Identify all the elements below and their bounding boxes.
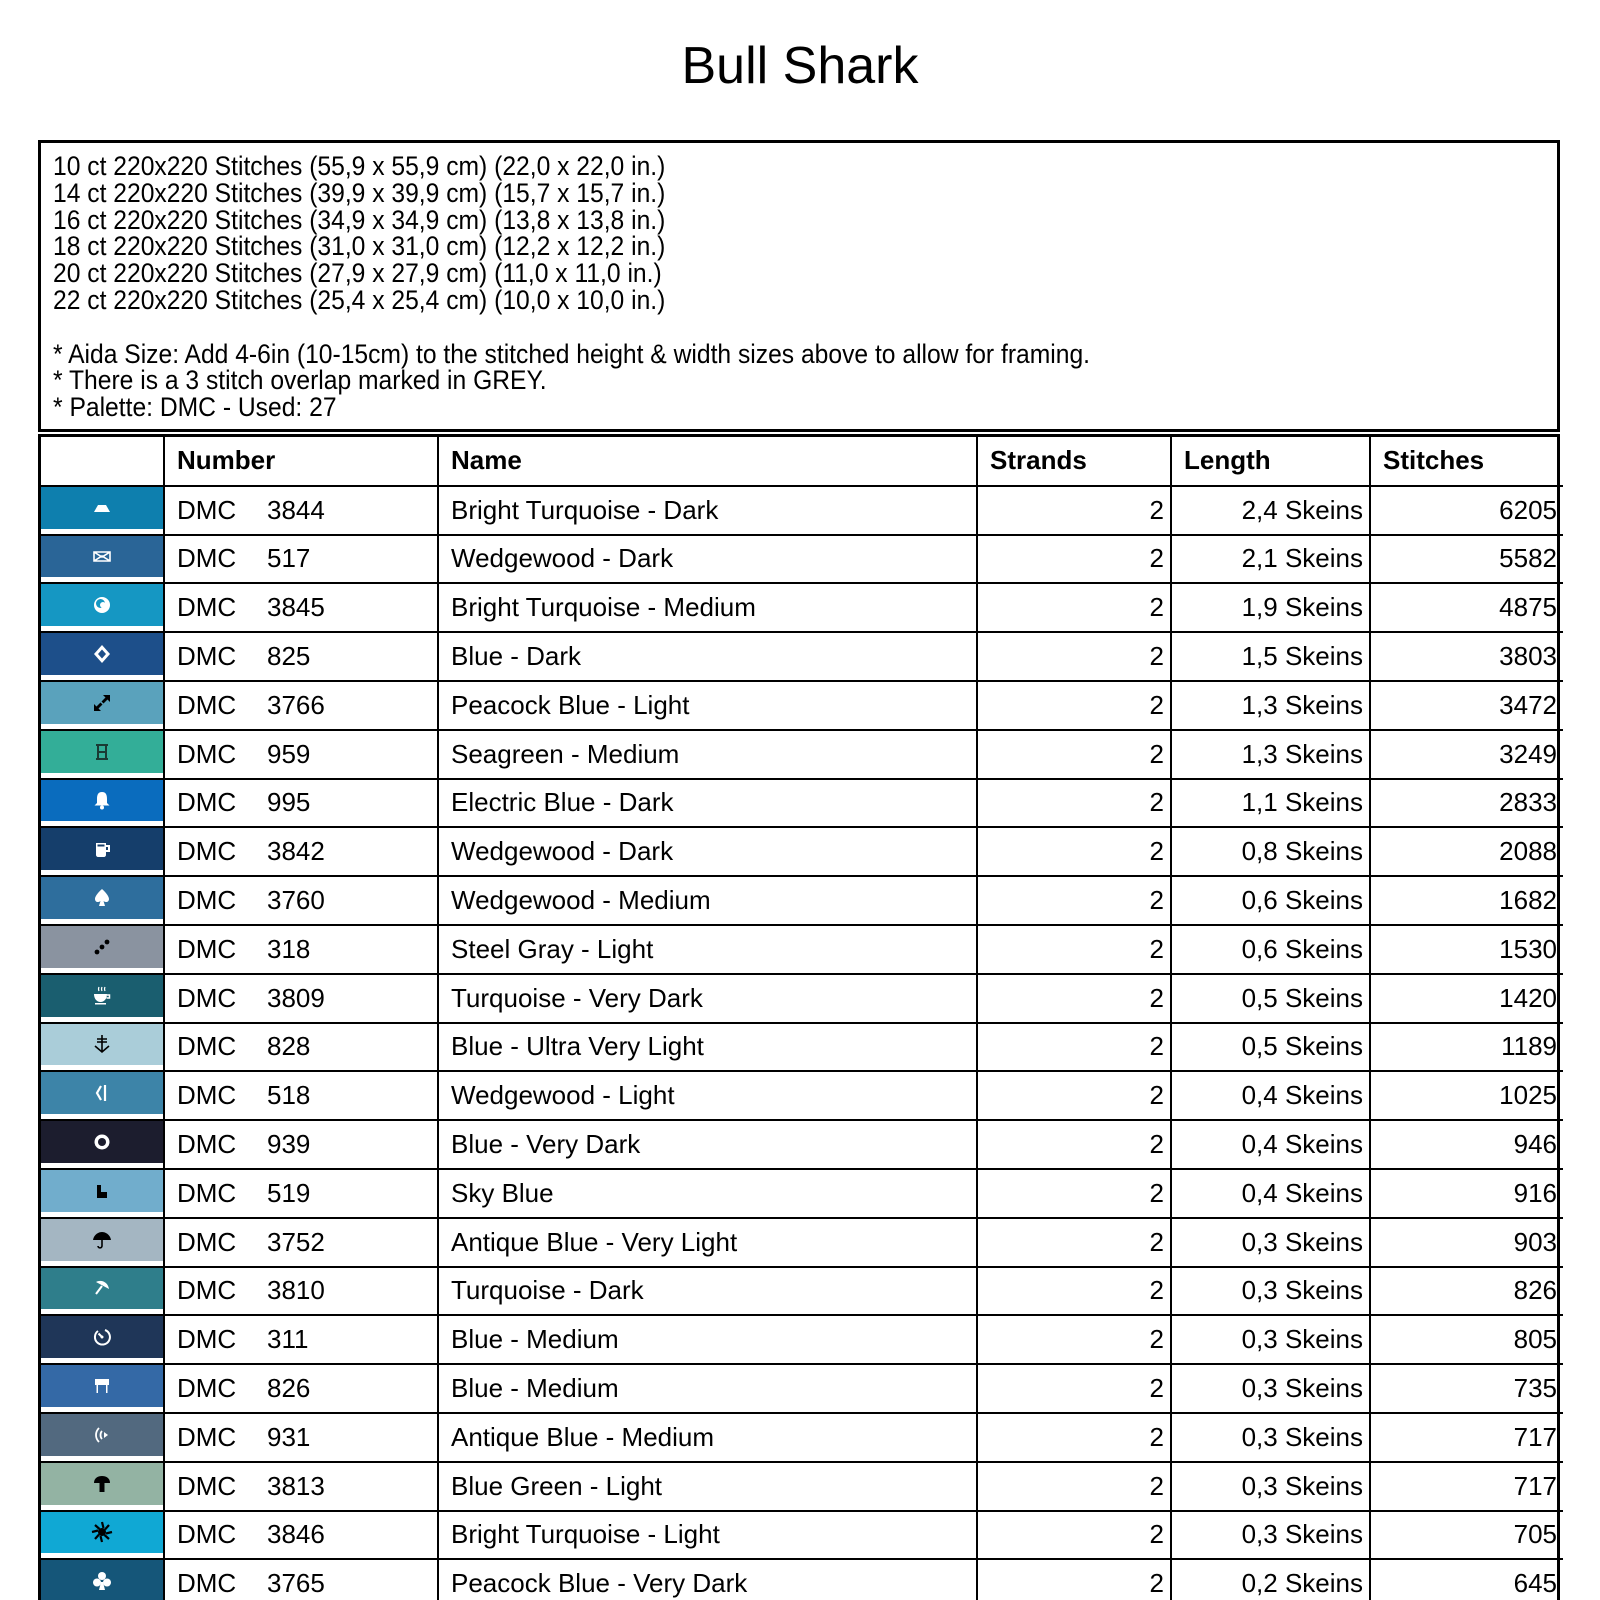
brand-label: DMC xyxy=(177,494,237,525)
color-swatch-cell xyxy=(41,1071,164,1120)
color-swatch-cell xyxy=(41,486,164,535)
number-cell xyxy=(164,1218,438,1267)
header-name: Name xyxy=(438,437,977,486)
floss-code: 959 xyxy=(267,738,311,769)
swatch-strip xyxy=(41,626,163,631)
color-name: Steel Gray - Light xyxy=(438,925,977,974)
table-row xyxy=(41,1413,1563,1462)
brand-label: DMC xyxy=(177,787,237,818)
stitches-value: 916 xyxy=(1370,1169,1563,1218)
length-value: 0,3 Skeins xyxy=(1171,1364,1370,1413)
strands-value: 2 xyxy=(977,1267,1171,1316)
ring-icon xyxy=(91,1131,113,1153)
swatch-strip xyxy=(41,1163,163,1168)
brand-label: DMC xyxy=(177,1421,237,1452)
stitches-value: 1530 xyxy=(1370,925,1563,974)
stitches-value: 3472 xyxy=(1370,681,1563,730)
floss-code: 3752 xyxy=(267,1226,325,1257)
number-cell xyxy=(164,1071,438,1120)
brand-label: DMC xyxy=(177,836,237,867)
color-name: Turquoise - Very Dark xyxy=(438,974,977,1023)
brand-label: DMC xyxy=(177,933,237,964)
mug-icon xyxy=(91,838,113,860)
color-swatch xyxy=(41,1268,163,1310)
length-value: 2,1 Skeins xyxy=(1171,535,1370,584)
swatch-strip xyxy=(41,919,163,924)
floss-code: 311 xyxy=(267,1324,309,1355)
color-name: Electric Blue - Dark xyxy=(438,779,977,828)
strands-value: 2 xyxy=(977,1120,1171,1169)
info-box xyxy=(38,140,1560,432)
stitches-value: 903 xyxy=(1370,1218,1563,1267)
table-row xyxy=(41,1511,1563,1560)
timer-icon xyxy=(91,1326,113,1348)
color-swatch-cell xyxy=(41,1267,164,1316)
floss-table xyxy=(41,437,1563,1600)
color-name: Wedgewood - Dark xyxy=(438,827,977,876)
color-swatch xyxy=(41,584,163,626)
color-swatch-cell xyxy=(41,779,164,828)
length-value: 0,2 Skeins xyxy=(1171,1559,1370,1600)
swatch-strip xyxy=(41,1212,163,1217)
number-cell xyxy=(164,1559,438,1600)
brand-label: DMC xyxy=(177,1519,237,1550)
table-row xyxy=(41,486,1563,535)
floss-code: 931 xyxy=(267,1421,311,1452)
anchor-icon xyxy=(91,1033,113,1055)
strands-value: 2 xyxy=(977,974,1171,1023)
number-cell xyxy=(164,1413,438,1462)
strands-value: 2 xyxy=(977,486,1171,535)
color-swatch xyxy=(41,1170,163,1212)
table-row xyxy=(41,1071,1563,1120)
strands-value: 2 xyxy=(977,583,1171,632)
stitches-value: 2833 xyxy=(1370,779,1563,828)
color-swatch-cell xyxy=(41,1413,164,1462)
stitches-value: 645 xyxy=(1370,1559,1563,1600)
length-value: 0,8 Skeins xyxy=(1171,827,1370,876)
stitches-value: 3803 xyxy=(1370,632,1563,681)
color-swatch-cell xyxy=(41,1511,164,1560)
overlap-note: * There is a 3 stitch overlap marked in GREY. xyxy=(53,365,547,396)
swatch-strip xyxy=(41,1407,163,1412)
number-cell xyxy=(164,1267,438,1316)
number-cell xyxy=(164,1462,438,1511)
color-name: Turquoise - Dark xyxy=(438,1267,977,1316)
color-name: Blue - Very Dark xyxy=(438,1120,977,1169)
length-value: 0,4 Skeins xyxy=(1171,1169,1370,1218)
color-swatch-cell xyxy=(41,1559,164,1600)
table-row xyxy=(41,974,1563,1023)
table-row xyxy=(41,1218,1563,1267)
floss-code: 3844 xyxy=(267,494,325,525)
diamond-outline-icon xyxy=(91,643,113,665)
color-name: Blue Green - Light xyxy=(438,1462,977,1511)
number-cell xyxy=(164,1315,438,1364)
stitches-value: 805 xyxy=(1370,1315,1563,1364)
color-swatch xyxy=(41,1512,163,1554)
length-value: 2,4 Skeins xyxy=(1171,486,1370,535)
color-swatch xyxy=(41,877,163,919)
aida-note: * Aida Size: Add 4-6in (10-15cm) to the stitched height & width sizes above to allow for framing. xyxy=(53,338,1091,369)
table-row xyxy=(41,1267,1563,1316)
strands-value: 2 xyxy=(977,1559,1171,1600)
brand-label: DMC xyxy=(177,592,237,623)
number-cell xyxy=(164,827,438,876)
brand-label: DMC xyxy=(177,738,237,769)
number-cell xyxy=(164,876,438,925)
strands-value: 2 xyxy=(977,1071,1171,1120)
brand-label: DMC xyxy=(177,1129,237,1160)
table-row xyxy=(41,779,1563,828)
color-swatch-cell xyxy=(41,1462,164,1511)
color-name: Bright Turquoise - Dark xyxy=(438,486,977,535)
brand-label: DMC xyxy=(177,1568,237,1599)
brand-label: DMC xyxy=(177,1275,237,1306)
floss-code: 825 xyxy=(267,641,311,672)
floss-code: 939 xyxy=(267,1129,311,1160)
strands-value: 2 xyxy=(977,535,1171,584)
color-name: Peacock Blue - Light xyxy=(438,681,977,730)
table-row xyxy=(41,730,1563,779)
length-value: 0,5 Skeins xyxy=(1171,974,1370,1023)
brand-label: DMC xyxy=(177,641,237,672)
number-cell xyxy=(164,1169,438,1218)
expand-arrows-icon xyxy=(91,692,113,714)
strands-value: 2 xyxy=(977,1462,1171,1511)
color-swatch xyxy=(41,1463,163,1505)
color-name: Seagreen - Medium xyxy=(438,730,977,779)
color-swatch xyxy=(41,1560,163,1600)
floss-code: 3765 xyxy=(267,1568,325,1599)
strands-value: 2 xyxy=(977,632,1171,681)
brand-label: DMC xyxy=(177,1324,237,1355)
spiral-icon xyxy=(91,594,113,616)
swatch-strip xyxy=(41,1505,163,1510)
stitches-value: 6205 xyxy=(1370,486,1563,535)
table-row xyxy=(41,925,1563,974)
swatch-strip xyxy=(41,1358,163,1363)
floss-code: 318 xyxy=(267,933,311,964)
floss-code: 3766 xyxy=(267,689,325,720)
stitches-value: 1682 xyxy=(1370,876,1563,925)
color-swatch xyxy=(41,1121,163,1163)
brand-label: DMC xyxy=(177,1470,237,1501)
header-strands: Strands xyxy=(977,437,1171,486)
color-swatch-cell xyxy=(41,1364,164,1413)
length-value: 0,6 Skeins xyxy=(1171,876,1370,925)
club-icon xyxy=(91,1570,113,1592)
swatch-strip xyxy=(41,1114,163,1119)
number-cell xyxy=(164,1364,438,1413)
envelope-open-icon xyxy=(91,545,113,567)
stitches-value: 717 xyxy=(1370,1413,1563,1462)
swatch-strip xyxy=(41,870,163,875)
floss-code: 3842 xyxy=(267,836,325,867)
color-name: Antique Blue - Very Light xyxy=(438,1218,977,1267)
strands-value: 2 xyxy=(977,1218,1171,1267)
number-cell xyxy=(164,1023,438,1072)
color-name: Sky Blue xyxy=(438,1169,977,1218)
size-line: 10 ct 220x220 Stitches (55,9 x 55,9 cm) (22,0 x 22,0 in.) xyxy=(53,151,666,181)
table-row xyxy=(41,876,1563,925)
color-swatch xyxy=(41,1024,163,1066)
swatch-strip xyxy=(41,1553,163,1558)
length-value: 0,3 Skeins xyxy=(1171,1413,1370,1462)
color-swatch-cell xyxy=(41,1315,164,1364)
stitches-value: 1025 xyxy=(1370,1071,1563,1120)
brand-label: DMC xyxy=(177,1226,237,1257)
beach-umbrella-icon xyxy=(91,1277,113,1299)
number-cell xyxy=(164,730,438,779)
swatch-strip xyxy=(41,1456,163,1461)
strands-value: 2 xyxy=(977,779,1171,828)
length-value: 0,3 Skeins xyxy=(1171,1218,1370,1267)
color-swatch xyxy=(41,487,163,529)
stitches-value: 705 xyxy=(1370,1511,1563,1560)
table-header-row xyxy=(41,437,1563,486)
color-swatch-cell xyxy=(41,974,164,1023)
floss-table-container xyxy=(38,434,1560,1600)
strands-value: 2 xyxy=(977,827,1171,876)
color-name: Wedgewood - Medium xyxy=(438,876,977,925)
umbrella-icon xyxy=(91,1229,113,1251)
strands-value: 2 xyxy=(977,1413,1171,1462)
size-line: 22 ct 220x220 Stitches (25,4 x 25,4 cm) (10,0 x 10,0 in.) xyxy=(53,284,666,315)
swatch-strip xyxy=(41,529,163,534)
color-swatch xyxy=(41,1365,163,1407)
stitches-value: 946 xyxy=(1370,1120,1563,1169)
number-cell xyxy=(164,583,438,632)
header-stitches: Stitches xyxy=(1370,437,1563,486)
size-line: 20 ct 220x220 Stitches (27,9 x 27,9 cm) (11,0 x 11,0 in.) xyxy=(53,258,662,289)
number-cell xyxy=(164,681,438,730)
page-title: Bull Shark xyxy=(681,37,919,95)
l-shape-icon xyxy=(91,1180,113,1202)
mushroom-icon xyxy=(91,1473,113,1495)
floss-code: 828 xyxy=(267,1031,311,1062)
color-name: Blue - Medium xyxy=(438,1315,977,1364)
number-cell xyxy=(164,535,438,584)
color-swatch-cell xyxy=(41,583,164,632)
bell-icon xyxy=(91,789,113,811)
color-swatch xyxy=(41,926,163,968)
brand-label: DMC xyxy=(177,1373,237,1404)
bracket-bar-icon xyxy=(91,1082,113,1104)
table-row xyxy=(41,827,1563,876)
color-name: Antique Blue - Medium xyxy=(438,1413,977,1462)
length-value: 0,5 Skeins xyxy=(1171,1023,1370,1072)
table-row xyxy=(41,1364,1563,1413)
color-swatch xyxy=(41,1219,163,1261)
header-length: Length xyxy=(1171,437,1370,486)
brand-label: DMC xyxy=(177,1177,237,1208)
stitches-value: 1189 xyxy=(1370,1023,1563,1072)
color-swatch xyxy=(41,780,163,822)
stitches-value: 4875 xyxy=(1370,583,1563,632)
brand-label: DMC xyxy=(177,982,237,1013)
color-name: Blue - Medium xyxy=(438,1364,977,1413)
table-row xyxy=(41,1559,1563,1600)
palette-note: * Palette: DMC - Used: 27 xyxy=(53,392,337,423)
length-value: 0,3 Skeins xyxy=(1171,1462,1370,1511)
floss-code: 3809 xyxy=(267,982,325,1013)
table-icon xyxy=(91,1375,113,1397)
length-value: 1,5 Skeins xyxy=(1171,632,1370,681)
brand-label: DMC xyxy=(177,689,237,720)
size-line: 16 ct 220x220 Stitches (34,9 x 34,9 cm) (13,8 x 13,8 in.) xyxy=(53,204,666,235)
sun-burst-icon xyxy=(91,1521,113,1543)
color-name: Bright Turquoise - Light xyxy=(438,1511,977,1560)
stitches-value: 735 xyxy=(1370,1364,1563,1413)
color-swatch-cell xyxy=(41,730,164,779)
color-name: Blue - Ultra Very Light xyxy=(438,1023,977,1072)
color-swatch-cell xyxy=(41,1120,164,1169)
swatch-strip xyxy=(41,821,163,826)
length-value: 0,4 Skeins xyxy=(1171,1120,1370,1169)
length-value: 0,4 Skeins xyxy=(1171,1071,1370,1120)
size-line: 18 ct 220x220 Stitches (31,0 x 31,0 cm) (12,2 x 12,2 in.) xyxy=(53,231,666,262)
color-name: Wedgewood - Dark xyxy=(438,535,977,584)
number-cell xyxy=(164,1120,438,1169)
number-cell xyxy=(164,974,438,1023)
size-line: 14 ct 220x220 Stitches (39,9 x 39,9 cm) (15,7 x 15,7 in.) xyxy=(53,177,666,208)
color-swatch-cell xyxy=(41,632,164,681)
floss-code: 826 xyxy=(267,1373,311,1404)
floss-code: 3813 xyxy=(267,1470,325,1501)
color-swatch xyxy=(41,975,163,1017)
table-row xyxy=(41,1462,1563,1511)
table-row xyxy=(41,1315,1563,1364)
strands-value: 2 xyxy=(977,1511,1171,1560)
color-swatch xyxy=(41,1316,163,1358)
strands-value: 2 xyxy=(977,925,1171,974)
header-number: Number xyxy=(164,437,438,486)
strands-value: 2 xyxy=(977,1315,1171,1364)
length-value: 0,6 Skeins xyxy=(1171,925,1370,974)
swatch-strip xyxy=(41,675,163,680)
table-row xyxy=(41,535,1563,584)
stitches-value: 826 xyxy=(1370,1267,1563,1316)
strands-value: 2 xyxy=(977,1169,1171,1218)
trapezoid-icon xyxy=(91,497,113,519)
swatch-strip xyxy=(41,1017,163,1022)
table-row xyxy=(41,1169,1563,1218)
color-swatch xyxy=(41,731,163,773)
floss-code: 3845 xyxy=(267,592,325,623)
stitches-value: 2088 xyxy=(1370,827,1563,876)
brand-label: DMC xyxy=(177,1080,237,1111)
color-swatch xyxy=(41,536,163,578)
strands-value: 2 xyxy=(977,876,1171,925)
stitches-value: 1420 xyxy=(1370,974,1563,1023)
number-cell xyxy=(164,779,438,828)
length-value: 1,9 Skeins xyxy=(1171,583,1370,632)
length-value: 0,3 Skeins xyxy=(1171,1315,1370,1364)
floss-code: 3810 xyxy=(267,1275,325,1306)
color-swatch-cell xyxy=(41,876,164,925)
swatch-strip xyxy=(41,1261,163,1266)
color-swatch xyxy=(41,1072,163,1114)
table-row xyxy=(41,1120,1563,1169)
color-swatch-cell xyxy=(41,1218,164,1267)
color-swatch-cell xyxy=(41,681,164,730)
length-value: 1,3 Skeins xyxy=(1171,681,1370,730)
number-cell xyxy=(164,486,438,535)
color-swatch-cell xyxy=(41,1169,164,1218)
swatch-strip xyxy=(41,724,163,729)
swatch-strip xyxy=(41,1065,163,1070)
color-name: Wedgewood - Light xyxy=(438,1071,977,1120)
stitches-value: 717 xyxy=(1370,1462,1563,1511)
length-value: 0,3 Skeins xyxy=(1171,1267,1370,1316)
brand-label: DMC xyxy=(177,1031,237,1062)
floss-code: 3846 xyxy=(267,1519,325,1550)
table-row xyxy=(41,583,1563,632)
length-value: 0,3 Skeins xyxy=(1171,1511,1370,1560)
color-swatch-cell xyxy=(41,535,164,584)
length-value: 1,1 Skeins xyxy=(1171,779,1370,828)
color-swatch-cell xyxy=(41,1023,164,1072)
color-swatch xyxy=(41,1414,163,1456)
floss-code: 995 xyxy=(267,787,311,818)
color-name: Peacock Blue - Very Dark xyxy=(438,1559,977,1600)
number-cell xyxy=(164,1511,438,1560)
brand-label: DMC xyxy=(177,885,237,916)
table-row xyxy=(41,1023,1563,1072)
swatch-strip xyxy=(41,968,163,973)
hot-cup-icon xyxy=(91,985,113,1007)
color-name: Blue - Dark xyxy=(438,632,977,681)
floss-code: 518 xyxy=(267,1080,311,1111)
strands-value: 2 xyxy=(977,730,1171,779)
floss-code: 517 xyxy=(267,543,311,574)
strands-value: 2 xyxy=(977,1364,1171,1413)
color-swatch-cell xyxy=(41,827,164,876)
broadcast-icon xyxy=(91,1424,113,1446)
swatch-strip xyxy=(41,577,163,582)
swatch-strip xyxy=(41,773,163,778)
spacer xyxy=(53,314,1547,341)
strands-value: 2 xyxy=(977,681,1171,730)
length-value: 1,3 Skeins xyxy=(1171,730,1370,779)
i-beam-icon xyxy=(91,741,113,763)
color-swatch xyxy=(41,828,163,870)
color-swatch xyxy=(41,633,163,675)
floss-code: 519 xyxy=(267,1177,311,1208)
strands-value: 2 xyxy=(977,1023,1171,1072)
table-row xyxy=(41,681,1563,730)
stitches-value: 3249 xyxy=(1370,730,1563,779)
number-cell xyxy=(164,925,438,974)
color-swatch-cell xyxy=(41,925,164,974)
table-row xyxy=(41,632,1563,681)
floss-code: 3760 xyxy=(267,885,325,916)
color-name: Bright Turquoise - Medium xyxy=(438,583,977,632)
spade-icon xyxy=(91,887,113,909)
stitches-value: 5582 xyxy=(1370,535,1563,584)
color-swatch xyxy=(41,682,163,724)
number-cell xyxy=(164,632,438,681)
swatch-strip xyxy=(41,1309,163,1314)
dots-diagonal-icon xyxy=(91,936,113,958)
brand-label: DMC xyxy=(177,543,237,574)
header-swatch xyxy=(41,437,164,486)
